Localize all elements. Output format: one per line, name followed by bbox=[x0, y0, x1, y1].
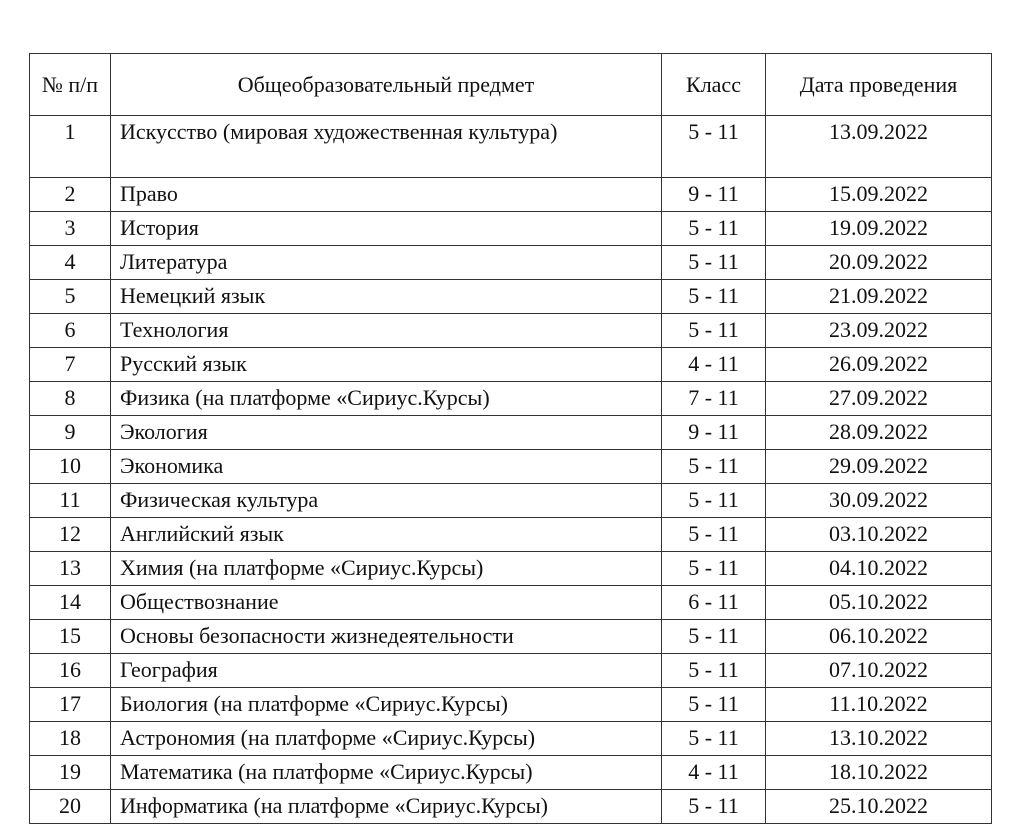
row-date: 13.10.2022 bbox=[766, 722, 992, 756]
row-number: 18 bbox=[30, 722, 111, 756]
row-number: 10 bbox=[30, 450, 111, 484]
table-row bbox=[30, 116, 992, 178]
row-date: 27.09.2022 bbox=[766, 382, 992, 416]
row-date: 15.09.2022 bbox=[766, 178, 992, 212]
row-subject: Экономика bbox=[111, 450, 662, 484]
row-subject: История bbox=[111, 212, 662, 246]
row-date: 28.09.2022 bbox=[766, 416, 992, 450]
table-row bbox=[30, 722, 992, 756]
row-grade: 5 - 11 bbox=[662, 314, 766, 348]
row-subject: Экология bbox=[111, 416, 662, 450]
table-row bbox=[30, 620, 992, 654]
row-subject: Немецкий язык bbox=[111, 280, 662, 314]
row-number: 20 bbox=[30, 790, 111, 824]
row-date: 03.10.2022 bbox=[766, 518, 992, 552]
table-row bbox=[30, 450, 992, 484]
row-grade: 6 - 11 bbox=[662, 586, 766, 620]
row-number: 2 bbox=[30, 178, 111, 212]
row-grade: 4 - 11 bbox=[662, 348, 766, 382]
row-date: 30.09.2022 bbox=[766, 484, 992, 518]
row-grade: 5 - 11 bbox=[662, 484, 766, 518]
row-grade: 5 - 11 bbox=[662, 552, 766, 586]
row-subject: Обществознание bbox=[111, 586, 662, 620]
header-grade: Класс bbox=[662, 54, 766, 116]
row-date: 18.10.2022 bbox=[766, 756, 992, 790]
row-date: 25.10.2022 bbox=[766, 790, 992, 824]
table-header-row bbox=[30, 54, 992, 116]
table-row bbox=[30, 552, 992, 586]
row-grade: 7 - 11 bbox=[662, 382, 766, 416]
row-grade: 5 - 11 bbox=[662, 116, 766, 178]
row-date: 13.09.2022 bbox=[766, 116, 992, 178]
row-grade: 5 - 11 bbox=[662, 450, 766, 484]
olympiad-schedule-table bbox=[29, 53, 992, 824]
table-row bbox=[30, 178, 992, 212]
row-number: 8 bbox=[30, 382, 111, 416]
table-row bbox=[30, 280, 992, 314]
table-row bbox=[30, 654, 992, 688]
row-grade: 5 - 11 bbox=[662, 212, 766, 246]
row-subject: Литература bbox=[111, 246, 662, 280]
row-number: 9 bbox=[30, 416, 111, 450]
table-row bbox=[30, 756, 992, 790]
row-subject: Технология bbox=[111, 314, 662, 348]
table-row bbox=[30, 790, 992, 824]
row-date: 26.09.2022 bbox=[766, 348, 992, 382]
table-row bbox=[30, 586, 992, 620]
row-date: 05.10.2022 bbox=[766, 586, 992, 620]
header-number: № п/п bbox=[30, 54, 111, 116]
row-subject: География bbox=[111, 654, 662, 688]
row-number: 16 bbox=[30, 654, 111, 688]
header-date: Дата проведения bbox=[766, 54, 992, 116]
table-row bbox=[30, 246, 992, 280]
row-number: 13 bbox=[30, 552, 111, 586]
table-row bbox=[30, 518, 992, 552]
row-date: 06.10.2022 bbox=[766, 620, 992, 654]
row-date: 29.09.2022 bbox=[766, 450, 992, 484]
row-grade: 5 - 11 bbox=[662, 654, 766, 688]
row-number: 12 bbox=[30, 518, 111, 552]
row-grade: 5 - 11 bbox=[662, 620, 766, 654]
row-number: 5 bbox=[30, 280, 111, 314]
row-number: 19 bbox=[30, 756, 111, 790]
row-number: 4 bbox=[30, 246, 111, 280]
row-grade: 5 - 11 bbox=[662, 790, 766, 824]
row-subject: Информатика (на платформе «Сириус.Курсы) bbox=[111, 790, 662, 824]
row-number: 15 bbox=[30, 620, 111, 654]
row-number: 1 bbox=[30, 116, 111, 178]
row-date: 23.09.2022 bbox=[766, 314, 992, 348]
row-number: 11 bbox=[30, 484, 111, 518]
table-row bbox=[30, 348, 992, 382]
row-grade: 5 - 11 bbox=[662, 518, 766, 552]
row-subject: Астрономия (на платформе «Сириус.Курсы) bbox=[111, 722, 662, 756]
row-subject: Математика (на платформе «Сириус.Курсы) bbox=[111, 756, 662, 790]
row-subject: Английский язык bbox=[111, 518, 662, 552]
row-subject: Физика (на платформе «Сириус.Курсы) bbox=[111, 382, 662, 416]
row-number: 17 bbox=[30, 688, 111, 722]
row-number: 6 bbox=[30, 314, 111, 348]
row-number: 7 bbox=[30, 348, 111, 382]
row-grade: 5 - 11 bbox=[662, 688, 766, 722]
table-row bbox=[30, 688, 992, 722]
row-grade: 9 - 11 bbox=[662, 178, 766, 212]
header-subject: Общеобразовательный предмет bbox=[111, 54, 662, 116]
table-row bbox=[30, 212, 992, 246]
row-subject: Русский язык bbox=[111, 348, 662, 382]
row-number: 3 bbox=[30, 212, 111, 246]
row-subject: Основы безопасности жизнедеятельности bbox=[111, 620, 662, 654]
table-row bbox=[30, 484, 992, 518]
row-date: 11.10.2022 bbox=[766, 688, 992, 722]
row-subject: Физическая культура bbox=[111, 484, 662, 518]
row-date: 07.10.2022 bbox=[766, 654, 992, 688]
row-date: 19.09.2022 bbox=[766, 212, 992, 246]
row-subject: Биология (на платформе «Сириус.Курсы) bbox=[111, 688, 662, 722]
row-subject: Искусство (мировая художественная культура) bbox=[111, 116, 662, 178]
row-grade: 4 - 11 bbox=[662, 756, 766, 790]
row-date: 04.10.2022 bbox=[766, 552, 992, 586]
table-row bbox=[30, 416, 992, 450]
row-subject: Право bbox=[111, 178, 662, 212]
row-grade: 5 - 11 bbox=[662, 722, 766, 756]
table-row bbox=[30, 382, 992, 416]
row-date: 20.09.2022 bbox=[766, 246, 992, 280]
row-subject: Химия (на платформе «Сириус.Курсы) bbox=[111, 552, 662, 586]
row-grade: 5 - 11 bbox=[662, 280, 766, 314]
row-grade: 9 - 11 bbox=[662, 416, 766, 450]
row-date: 21.09.2022 bbox=[766, 280, 992, 314]
table-row bbox=[30, 314, 992, 348]
row-number: 14 bbox=[30, 586, 111, 620]
row-grade: 5 - 11 bbox=[662, 246, 766, 280]
